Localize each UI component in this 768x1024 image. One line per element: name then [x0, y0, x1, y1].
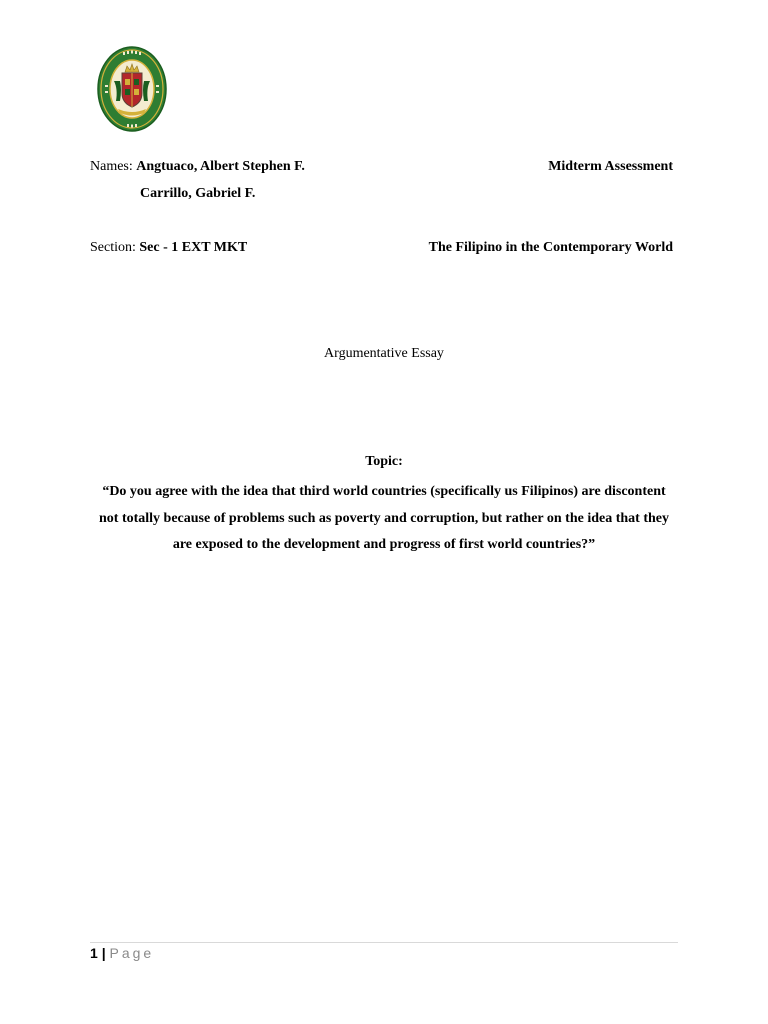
page-number: 1 — [90, 945, 98, 961]
section-label: Section: — [90, 240, 136, 255]
assessment-title: Midterm Assessment — [548, 159, 673, 174]
author-name-2: Carrillo, Gabriel F. — [140, 186, 256, 201]
names-row-2 — [140, 185, 255, 203]
author-name-1: Angtuaco, Albert Stephen F. — [136, 159, 305, 174]
course-title: The Filipino in the Contemporary World — [428, 240, 673, 255]
names-row — [90, 158, 305, 176]
essay-type-heading: Argumentative Essay — [324, 346, 444, 361]
page-word: Page — [109, 945, 155, 961]
page-footer — [90, 944, 154, 962]
university-seal-icon — [96, 45, 168, 133]
footer-divider — [90, 942, 678, 943]
section-row — [90, 239, 247, 257]
names-label: Names: — [90, 159, 133, 174]
topic-question: “Do you agree with the idea that third world countries (specifically us Filipinos) are discontent not totally because of problems such as poverty and corruption, but rather on the idea that they are exposed to the development and progress of first world countries?” — [99, 484, 669, 552]
topic-label: Topic: — [365, 454, 403, 469]
footer-separator: | — [101, 945, 106, 961]
section-value: Sec - 1 EXT MKT — [139, 240, 248, 255]
